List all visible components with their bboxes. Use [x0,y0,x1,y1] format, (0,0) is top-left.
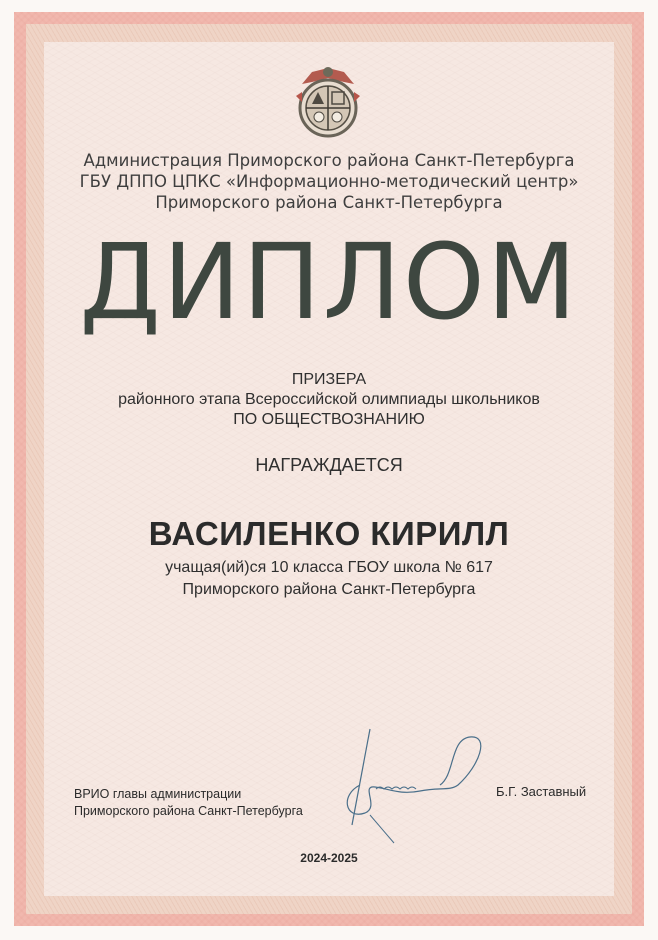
signatory-name: Б.Г. Заставный [496,784,587,799]
organization-line-2: ГБУ ДППО ЦПКС «Информационно-методический центр» [79,172,579,191]
awarded-label: НАГРАЖДАЕТСЯ [255,455,403,475]
organization-line-3: Приморского района Санкт-Петербурга [155,193,503,212]
recipient-name: ВАСИЛЕНКО КИРИЛЛ [148,515,510,552]
signatory-position-line-1: ВРИО главы администрации [74,787,242,801]
signatory-position [74,786,303,820]
signature-icon [330,725,510,845]
prize-line-2: районного этапа Всероссийской олимпиады школьников [118,391,540,408]
prize-line-3: ПО ОБЩЕСТВОЗНАНИЮ [233,411,425,428]
prize-description [0,370,658,430]
recipient-details [0,557,658,601]
recipient-school: учащая(ий)ся 10 класса ГБОУ школа № 617 [165,559,493,576]
recipient-district: Приморского района Санкт-Петербурга [182,581,476,598]
signatory-position-line-2: Приморского района Санкт-Петербурга [74,804,303,818]
academic-year: 2024-2025 [300,851,358,865]
issuing-organization [0,150,658,213]
district-emblem-icon [288,62,368,142]
prize-line-1: ПРИЗЕРА [291,371,367,388]
diploma-title: ДИПЛОМ [79,221,579,343]
organization-line-1: Администрация Приморского района Санкт-Петербурга [83,151,575,170]
